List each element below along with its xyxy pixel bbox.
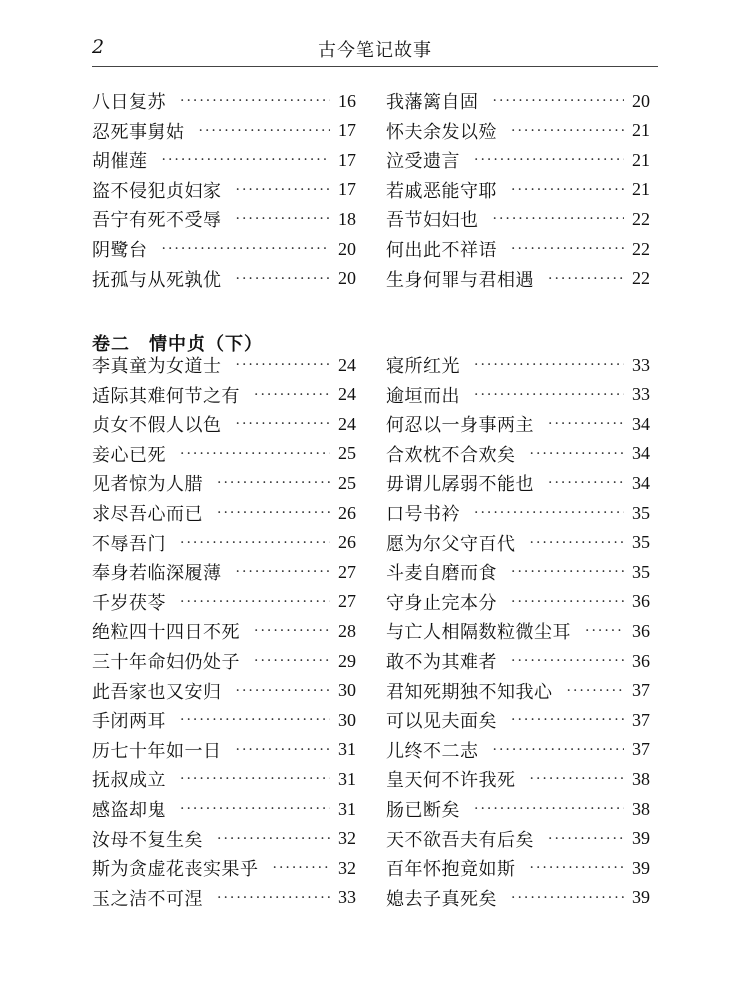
toc-entry (92, 855, 356, 881)
entry-page-number: 38 (632, 798, 650, 819)
dot-leader (236, 564, 331, 580)
entry-title: 若戚恶能守耶 (386, 180, 497, 202)
dot-leader (511, 594, 624, 610)
toc-entry (386, 885, 650, 911)
entry-title: 合欢枕不合欢矣 (386, 444, 516, 466)
dot-leader (236, 182, 331, 198)
toc-entry (92, 147, 356, 173)
entry-title: 何忍以一身事两主 (386, 415, 534, 437)
entry-title: 汝母不复生矣 (92, 829, 203, 851)
entry-page-number: 30 (338, 709, 356, 730)
entry-page-number: 39 (632, 828, 650, 849)
entry-page-number: 21 (632, 179, 650, 200)
dot-leader (236, 357, 331, 373)
entry-title: 寝所红光 (386, 356, 460, 377)
entry-title: 历七十年如一日 (92, 740, 222, 762)
dot-leader (493, 93, 625, 109)
entry-page-number: 36 (632, 650, 650, 671)
entry-title: 适际其难何节之有 (92, 385, 240, 407)
toc-entry (92, 236, 356, 262)
entry-title: 何出此不祥语 (386, 240, 497, 261)
entry-page-number: 34 (632, 472, 650, 493)
toc-entry (92, 766, 356, 792)
entry-title: 奉身若临深履薄 (92, 563, 222, 585)
entry-title: 可以见夫面矣 (386, 711, 497, 733)
dot-leader (180, 446, 330, 462)
dot-leader (511, 241, 624, 257)
toc-entry (386, 618, 650, 644)
toc-entry (92, 352, 356, 378)
entry-title: 逾垣而出 (386, 385, 460, 407)
entry-title: 三十年命妇仍处子 (92, 652, 240, 673)
entry-page-number: 20 (632, 90, 650, 111)
toc-entry (92, 648, 356, 674)
entry-title: 求尽吾心而已 (92, 504, 203, 525)
toc-entry (92, 206, 356, 232)
toc-entry (386, 266, 650, 292)
toc-entry (386, 796, 650, 822)
toc-entry (386, 147, 650, 173)
entry-page-number: 32 (338, 857, 356, 878)
toc-entry (386, 441, 650, 467)
toc-entry (386, 177, 650, 203)
dot-leader (236, 742, 331, 758)
entry-title: 吾宁有死不受辱 (92, 210, 222, 232)
entry-page-number: 33 (632, 354, 650, 375)
toc-entry (92, 530, 356, 556)
toc-entry (92, 500, 356, 526)
toc-entry (386, 826, 650, 852)
dot-leader (474, 152, 624, 168)
toc-entry (386, 470, 650, 496)
dot-leader (180, 771, 330, 787)
entry-title: 怀夫余发以殓 (386, 121, 497, 143)
entry-title: 胡催莲 (92, 151, 148, 173)
toc-entry (386, 855, 650, 881)
entry-title: 肠已断矣 (386, 800, 460, 821)
toc-entry (92, 266, 356, 292)
entry-page-number: 36 (632, 591, 650, 612)
toc-entry (386, 500, 650, 526)
dot-leader (548, 831, 624, 847)
entry-title: 李真童为女道士 (92, 356, 222, 377)
toc-entry (92, 470, 356, 496)
entry-page-number: 31 (338, 768, 356, 789)
section-heading: 卷二 情中贞（下） (92, 334, 263, 355)
toc-entry (386, 559, 650, 585)
entry-page-number: 22 (632, 268, 650, 289)
dot-leader (511, 123, 624, 139)
entry-title: 口号书衿 (386, 504, 460, 525)
entry-title: 吾节妇妇也 (386, 210, 479, 232)
entry-page-number: 20 (338, 268, 356, 289)
toc-entry (386, 737, 650, 763)
entry-page-number: 25 (338, 472, 356, 493)
toc-entry (386, 766, 650, 792)
entry-page-number: 21 (632, 120, 650, 141)
entry-page-number: 32 (338, 828, 356, 849)
entry-page-number: 18 (338, 208, 356, 229)
entry-title: 八日复苏 (92, 92, 166, 113)
entry-page-number: 31 (338, 798, 356, 819)
dot-leader (530, 446, 625, 462)
dot-leader (273, 860, 331, 876)
entry-title: 斯为贪虚花丧实果乎 (92, 859, 259, 881)
dot-leader (217, 831, 330, 847)
toc-entry (386, 678, 650, 704)
toc-entry (386, 236, 650, 262)
entry-title: 抚孤与从死孰优 (92, 269, 222, 291)
dot-leader (162, 241, 331, 257)
dot-leader (474, 801, 624, 817)
entry-page-number: 31 (338, 739, 356, 760)
dot-leader (548, 271, 624, 287)
dot-leader (511, 182, 624, 198)
toc-entry (92, 796, 356, 822)
toc-entry (386, 648, 650, 674)
dot-leader (511, 890, 624, 906)
entry-page-number: 37 (632, 709, 650, 730)
toc-entry (92, 885, 356, 911)
entry-page-number: 35 (632, 502, 650, 523)
entry-title: 贞女不假人以色 (92, 415, 222, 437)
entry-page-number: 22 (632, 238, 650, 259)
dot-leader (530, 860, 625, 876)
entry-title: 守身止完本分 (386, 592, 497, 614)
entry-title: 敢不为其难者 (386, 652, 497, 673)
toc-entry (386, 382, 650, 408)
entry-page-number: 30 (338, 680, 356, 701)
entry-page-number: 25 (338, 443, 356, 464)
entry-title: 忍死事舅姑 (92, 121, 185, 143)
entry-page-number: 26 (338, 502, 356, 523)
dot-leader (493, 742, 625, 758)
dot-leader (254, 623, 330, 639)
toc-entry (92, 559, 356, 585)
entry-title: 泣受遗言 (386, 151, 460, 173)
entry-title: 妾心已死 (92, 444, 166, 466)
entry-title: 不辱吾门 (92, 533, 166, 555)
entry-title: 盗不侵犯贞妇家 (92, 180, 222, 202)
dot-leader (493, 211, 625, 227)
toc-entry (386, 88, 650, 114)
entry-page-number: 28 (338, 620, 356, 641)
dot-leader (199, 123, 331, 139)
entry-title: 见者惊为人腊 (92, 474, 203, 496)
toc-entry (386, 206, 650, 232)
entry-page-number: 33 (338, 887, 356, 908)
entry-page-number: 17 (338, 179, 356, 200)
dot-leader (548, 475, 624, 491)
entry-title: 君知死期独不知我心 (386, 681, 553, 703)
entry-title: 阴鹭台 (92, 240, 148, 261)
entry-page-number: 27 (338, 591, 356, 612)
dot-leader (217, 890, 330, 906)
dot-leader (254, 387, 330, 403)
dot-leader (180, 712, 330, 728)
entry-page-number: 34 (632, 443, 650, 464)
entry-page-number: 39 (632, 857, 650, 878)
dot-leader (217, 475, 330, 491)
dot-leader (254, 653, 330, 669)
entry-title: 儿终不二志 (386, 740, 479, 762)
dot-leader (474, 357, 624, 373)
entry-page-number: 39 (632, 887, 650, 908)
dot-leader (474, 505, 624, 521)
toc-entry (386, 411, 650, 437)
toc-entry (92, 707, 356, 733)
entry-title: 天不欲吾夫有后矣 (386, 829, 534, 851)
entry-page-number: 16 (338, 90, 356, 111)
toc-entry (92, 118, 356, 144)
dot-leader (217, 505, 330, 521)
toc-entry (386, 589, 650, 615)
entry-title: 手闭两耳 (92, 711, 166, 733)
entry-page-number: 36 (632, 620, 650, 641)
entry-page-number: 24 (338, 354, 356, 375)
dot-leader (236, 271, 331, 287)
page-number: 2 (92, 36, 105, 58)
entry-title: 千岁茯苓 (92, 592, 166, 614)
entry-title: 与亡人相隔数粒微尘耳 (386, 622, 571, 644)
entry-page-number: 17 (338, 120, 356, 141)
dot-leader (180, 801, 330, 817)
dot-leader (567, 683, 625, 699)
entry-page-number: 29 (338, 650, 356, 671)
entry-title: 绝粒四十四日不死 (92, 622, 240, 644)
toc-entry (92, 826, 356, 852)
entry-title: 毋谓儿孱弱不能也 (386, 474, 534, 496)
dot-leader (180, 594, 330, 610)
entry-title: 皇天何不许我死 (386, 770, 516, 792)
entry-title: 我藩篱自固 (386, 92, 479, 113)
dot-leader (530, 771, 625, 787)
toc-entry (386, 530, 650, 556)
entry-page-number: 24 (338, 413, 356, 434)
toc-entry (386, 118, 650, 144)
toc-entry (92, 441, 356, 467)
running-header (92, 30, 658, 67)
dot-leader (162, 152, 331, 168)
entry-page-number: 38 (632, 768, 650, 789)
entry-title: 媳去子真死矣 (386, 888, 497, 910)
toc-entry (92, 88, 356, 114)
entry-title: 玉之洁不可涅 (92, 888, 203, 910)
entry-title: 百年怀抱竟如斯 (386, 859, 516, 881)
entry-page-number: 37 (632, 739, 650, 760)
dot-leader (180, 93, 330, 109)
toc-entry (386, 352, 650, 378)
toc-entry (92, 618, 356, 644)
entry-page-number: 37 (632, 680, 650, 701)
toc-entry (92, 737, 356, 763)
entry-page-number: 20 (338, 238, 356, 259)
dot-leader (530, 535, 625, 551)
entry-page-number: 21 (632, 149, 650, 170)
entry-title: 感盗却鬼 (92, 800, 166, 821)
dot-leader (585, 623, 624, 639)
entry-title: 抚叔成立 (92, 770, 166, 792)
dot-leader (511, 653, 624, 669)
toc-entry (92, 177, 356, 203)
entry-page-number: 24 (338, 384, 356, 405)
entry-page-number: 22 (632, 208, 650, 229)
dot-leader (548, 416, 624, 432)
dot-leader (511, 712, 624, 728)
entry-page-number: 33 (632, 384, 650, 405)
toc-entry (92, 411, 356, 437)
toc-entry (386, 707, 650, 733)
entry-title: 斗麦自磨而食 (386, 563, 497, 585)
entry-page-number: 35 (632, 532, 650, 553)
entry-title: 愿为尔父守百代 (386, 533, 516, 555)
dot-leader (236, 416, 331, 432)
dot-leader (236, 683, 331, 699)
dot-leader (474, 387, 624, 403)
entry-page-number: 17 (338, 149, 356, 170)
dot-leader (236, 211, 331, 227)
dot-leader (511, 564, 624, 580)
dot-leader (180, 535, 330, 551)
entry-page-number: 35 (632, 561, 650, 582)
entry-page-number: 26 (338, 532, 356, 553)
entry-page-number: 34 (632, 413, 650, 434)
entry-title: 生身何罪与君相遇 (386, 269, 534, 291)
entry-page-number: 27 (338, 561, 356, 582)
toc-entry (92, 382, 356, 408)
book-title: 古今笔记故事 (318, 40, 432, 61)
toc-entry (92, 589, 356, 615)
toc-entry (92, 678, 356, 704)
entry-title: 此吾家也又安归 (92, 681, 222, 703)
